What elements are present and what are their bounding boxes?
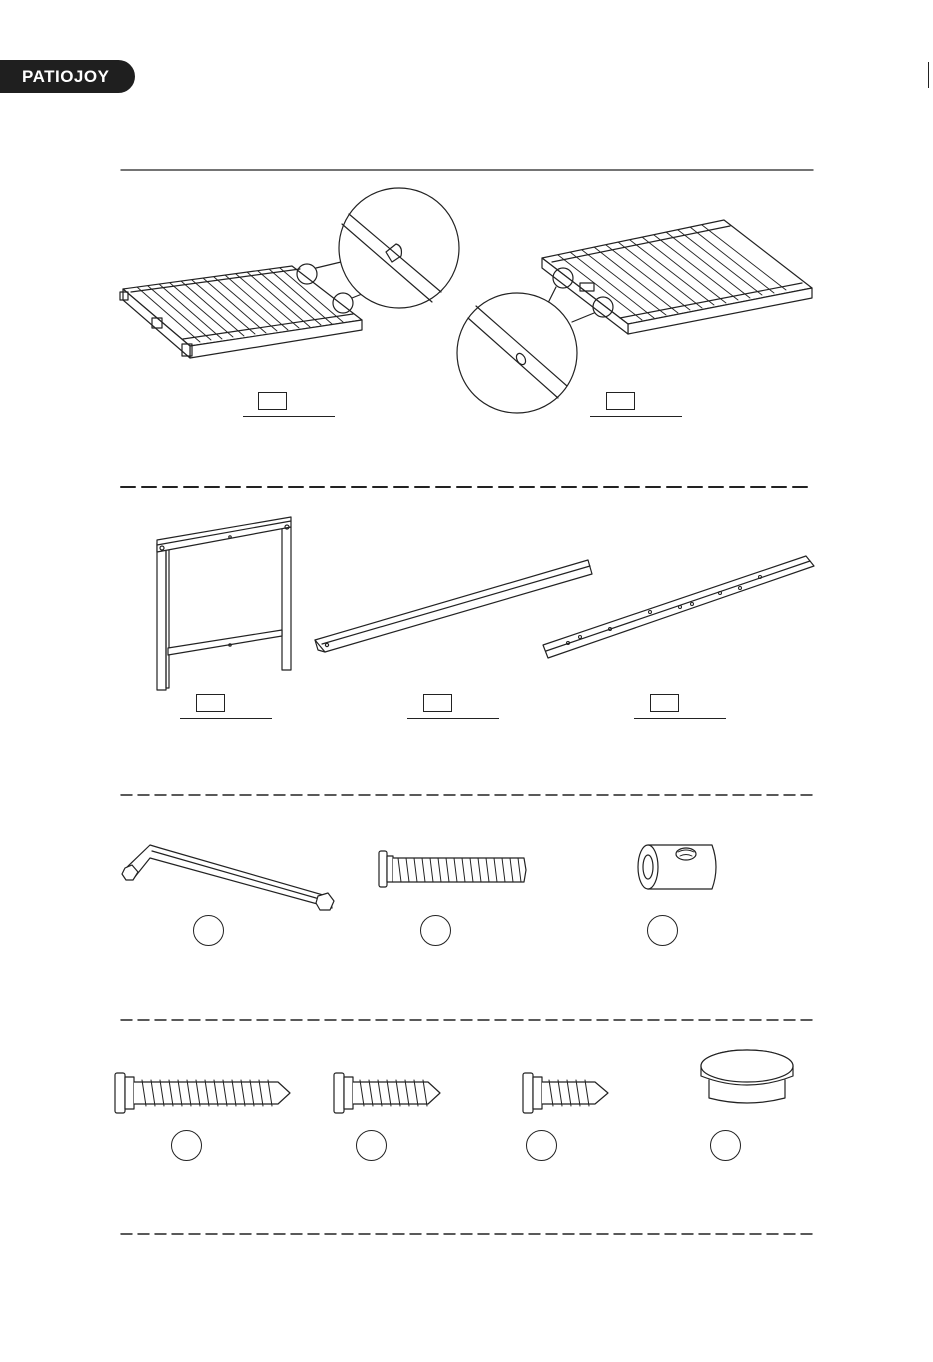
side-frame [157, 517, 291, 690]
label-box [258, 392, 287, 410]
panel-label-right [606, 392, 635, 410]
medium-screw [334, 1073, 440, 1113]
panel-label-left [258, 392, 287, 410]
label-underline [590, 416, 682, 417]
hex-key [122, 845, 334, 910]
label-underline [634, 718, 726, 719]
frame-label-drilled-rail [650, 694, 679, 712]
plain-angle-rail [315, 560, 592, 652]
foot-cap [701, 1050, 793, 1103]
right-detail-magnifier [457, 293, 577, 413]
part-circle-foot-cap [710, 1130, 741, 1161]
part-circle-barrel-nut [647, 915, 678, 946]
label-box [196, 694, 225, 712]
right-slat-panel [542, 220, 812, 334]
hex-bolt [379, 851, 526, 887]
long-screw [115, 1073, 290, 1113]
frame-label-side [196, 694, 225, 712]
left-detail-magnifier [339, 188, 459, 308]
barrel-nut [638, 845, 716, 889]
label-underline [407, 718, 499, 719]
frame-label-rail [423, 694, 452, 712]
left-slat-panel [120, 262, 372, 358]
part-circle-hex-key [193, 915, 224, 946]
label-underline [180, 718, 272, 719]
part-circle-short-screw [526, 1130, 557, 1161]
short-screw [523, 1073, 608, 1113]
label-box [423, 694, 452, 712]
part-circle-medium-screw [356, 1130, 387, 1161]
brand-name: PATIOJOY [22, 66, 110, 86]
part-circle-bolt [420, 915, 451, 946]
label-box [606, 392, 635, 410]
part-circle-long-screw [171, 1130, 202, 1161]
label-box [650, 694, 679, 712]
label-underline [243, 416, 335, 417]
